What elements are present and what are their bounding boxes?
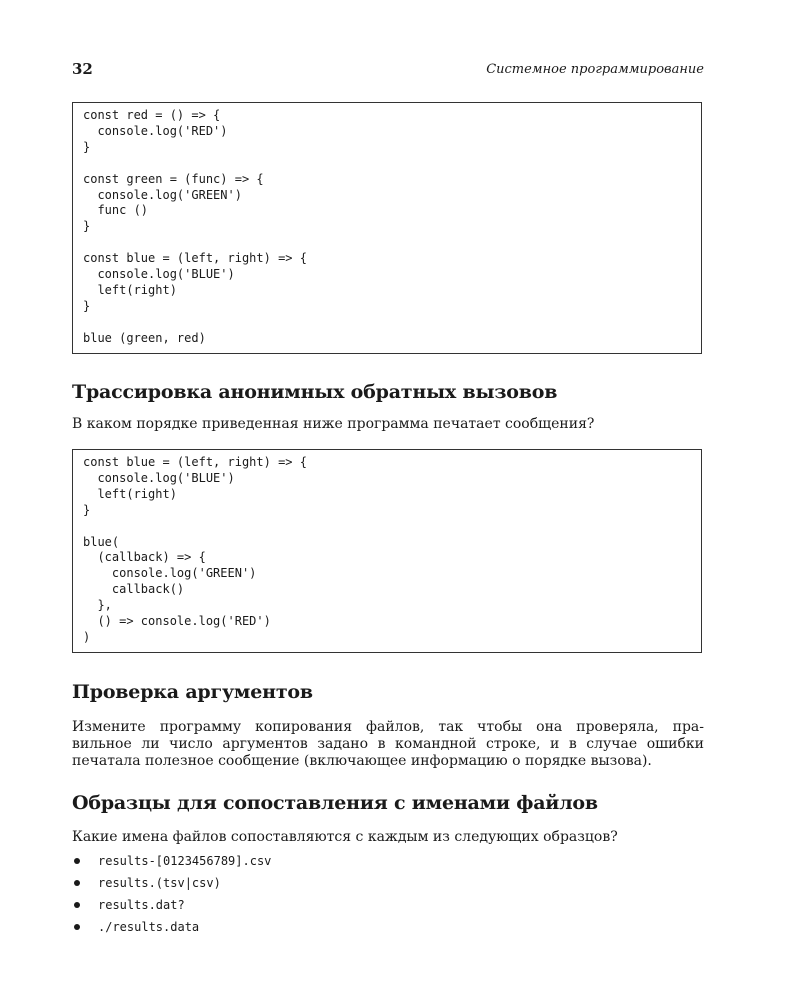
list-item: [72, 916, 271, 938]
paragraph-line: Измените программу копирования файлов, так чтобы она проверяла, пра-: [72, 719, 704, 735]
bullet-icon: [74, 880, 80, 886]
code-block-anonymous-callbacks: const blue = (left, right) => { console.log('BLUE') left(right) } blue( (callback) => { console.log('GREEN') callback() }, () => console.log('RED') ): [72, 449, 702, 653]
paragraph-line: печатала полезное сообщение (включающее информацию о порядке вызова).: [72, 753, 652, 769]
list-item: [72, 872, 271, 894]
section-heading-patterns: Образцы для сопоставления с именами файлов: [72, 792, 598, 814]
running-title: Системное программирование: [486, 62, 704, 77]
section-text-args: [72, 719, 704, 770]
pattern-code: results-[0123456789].csv: [98, 854, 272, 868]
pattern-list: [72, 850, 271, 938]
pattern-code: results.(tsv|csv): [98, 876, 221, 890]
list-item: [72, 850, 271, 872]
section-text-patterns: Какие имена файлов сопоставляются с каждым из следующих образцов?: [72, 829, 618, 845]
bullet-icon: [74, 924, 80, 930]
code-block-callbacks: const red = () => { console.log('RED') } const green = (func) => { console.log('GREEN') func () } const blue = (left, right) => { console.log('BLUE') left(right) } blue (green, red): [72, 102, 702, 354]
bullet-icon: [74, 858, 80, 864]
section-text-trace: В каком порядке приведенная ниже программа печатает сообщения?: [72, 416, 595, 432]
section-heading-trace: Трассировка анонимных обратных вызовов: [72, 381, 558, 403]
section-heading-args: Проверка аргументов: [72, 681, 313, 703]
paragraph-line: вильное ли число аргументов задано в командной строке, и в случае ошибки: [72, 736, 704, 752]
page-number: 32: [72, 60, 93, 78]
running-header: [72, 60, 704, 84]
pattern-code: ./results.data: [98, 920, 200, 934]
pattern-code: results.dat?: [98, 898, 185, 912]
list-item: [72, 894, 271, 916]
bullet-icon: [74, 902, 80, 908]
